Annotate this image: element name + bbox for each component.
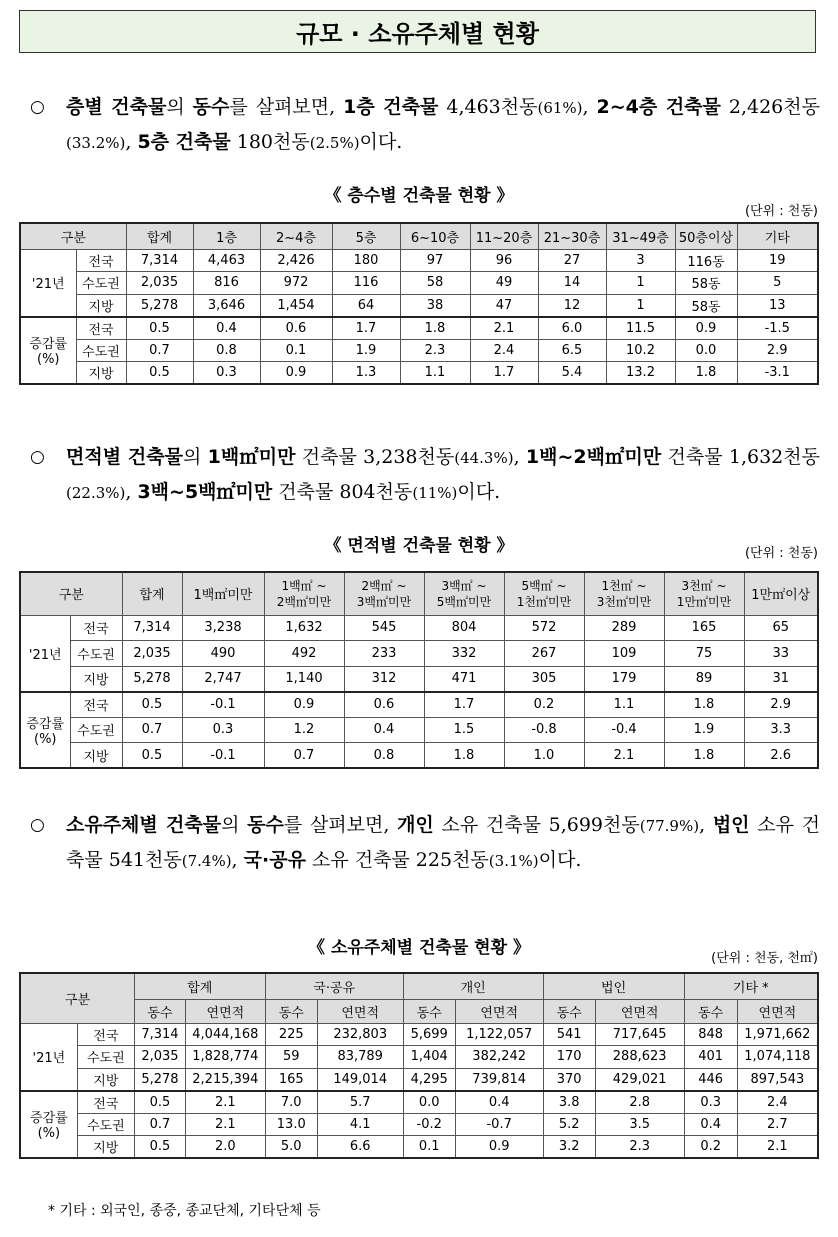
table-cell: 6.5 xyxy=(538,339,606,362)
column-header: 5백㎡ ~ 1천㎡미만 xyxy=(504,572,584,615)
table-2-unit: (단위 : 천동) xyxy=(744,546,818,561)
table-cell: 1.8 xyxy=(675,362,737,385)
table-cell: 7,314 xyxy=(126,249,193,272)
table-cell: 0.7 xyxy=(122,717,182,743)
table-cell: 1,454 xyxy=(260,294,332,317)
column-header: 법인 xyxy=(543,973,684,999)
table-3-caption: 《 소유주체별 건축물 현황 》 xyxy=(308,938,530,958)
region-label: 전국 xyxy=(77,1023,134,1046)
table-row xyxy=(20,249,818,272)
column-header: 합계 xyxy=(122,572,182,615)
table-cell: 0.5 xyxy=(122,692,182,718)
table-cell: 382,242 xyxy=(455,1046,543,1069)
row-group-label: '21년 xyxy=(20,249,76,317)
table-row xyxy=(20,692,818,718)
table-cell: 5.7 xyxy=(317,1091,403,1114)
column-subheader: 연면적 xyxy=(737,999,818,1023)
table-row xyxy=(20,1091,818,1114)
section-1-paragraph xyxy=(30,90,820,160)
table-cell: 1,404 xyxy=(403,1046,455,1069)
region-label: 지방 xyxy=(76,362,126,385)
table-cell: 1.8 xyxy=(424,743,504,769)
table-cell: 0.1 xyxy=(403,1136,455,1159)
table-cell: 305 xyxy=(504,666,584,692)
table-cell: 165 xyxy=(265,1068,317,1091)
table-cell: 0.2 xyxy=(504,692,584,718)
table-row xyxy=(20,294,818,317)
section-3-paragraph xyxy=(30,808,820,878)
table-cell: 312 xyxy=(344,666,424,692)
table-cell: 170 xyxy=(543,1046,595,1069)
table-cell: 13.2 xyxy=(606,362,675,385)
table-cell: 0.7 xyxy=(126,339,193,362)
table-cell: -0.8 xyxy=(504,717,584,743)
table-cell: 1 xyxy=(606,272,675,295)
column-header: 2~4층 xyxy=(260,223,332,249)
table-cell: 1,140 xyxy=(264,666,344,692)
table-cell: 0.5 xyxy=(134,1136,185,1159)
table-cell: 179 xyxy=(584,666,664,692)
column-header: 6~10층 xyxy=(400,223,470,249)
column-subheader: 동수 xyxy=(134,999,185,1023)
table-cell: 2.4 xyxy=(737,1091,818,1114)
table-cell: 2.1 xyxy=(737,1136,818,1159)
region-label: 전국 xyxy=(76,317,126,340)
table-cell: 0.3 xyxy=(182,717,264,743)
table-cell: 2,035 xyxy=(122,641,182,667)
table-cell: 471 xyxy=(424,666,504,692)
floors-table xyxy=(19,222,819,385)
table-cell: 1.7 xyxy=(424,692,504,718)
table-cell: 3 xyxy=(606,249,675,272)
table-cell: 401 xyxy=(684,1046,737,1069)
table-cell: 0.8 xyxy=(344,743,424,769)
table-row xyxy=(20,717,818,743)
table-cell: 1.8 xyxy=(664,692,744,718)
table-cell: 1.2 xyxy=(264,717,344,743)
column-subheader: 연면적 xyxy=(317,999,403,1023)
column-header: 합계 xyxy=(126,223,193,249)
table-cell: 2.1 xyxy=(470,317,538,340)
table-cell: 1,971,662 xyxy=(737,1023,818,1046)
table-cell: 0.8 xyxy=(193,339,260,362)
table-cell: 2,035 xyxy=(126,272,193,295)
table-cell: 59 xyxy=(265,1046,317,1069)
table-cell: 3,238 xyxy=(182,615,264,641)
table-cell: 0.0 xyxy=(403,1091,455,1114)
column-header: 50층이상 xyxy=(675,223,737,249)
column-header: 구분 xyxy=(20,973,134,1023)
table-cell: -3.1 xyxy=(737,362,818,385)
table-cell: 572 xyxy=(504,615,584,641)
table-cell: 13 xyxy=(737,294,818,317)
table-cell: 0.5 xyxy=(126,317,193,340)
table-row xyxy=(20,1113,818,1136)
table-row xyxy=(20,317,818,340)
column-subheader: 동수 xyxy=(684,999,737,1023)
table-cell: 3.3 xyxy=(744,717,818,743)
table-cell: 739,814 xyxy=(455,1068,543,1091)
column-header: 5층 xyxy=(332,223,400,249)
table-row xyxy=(20,362,818,385)
table-cell: 49 xyxy=(470,272,538,295)
table-cell: 5,278 xyxy=(126,294,193,317)
region-label: 전국 xyxy=(76,249,126,272)
table-cell: 1.5 xyxy=(424,717,504,743)
table-cell: 5.4 xyxy=(538,362,606,385)
table-cell: 1.8 xyxy=(400,317,470,340)
table-cell: 27 xyxy=(538,249,606,272)
table-cell: 0.9 xyxy=(260,362,332,385)
region-label: 지방 xyxy=(77,1136,134,1159)
table-cell: 96 xyxy=(470,249,538,272)
table-cell: 897,543 xyxy=(737,1068,818,1091)
region-label: 지방 xyxy=(77,1068,134,1091)
region-label: 지방 xyxy=(70,666,122,692)
table-cell: 10.2 xyxy=(606,339,675,362)
table-cell: 11.5 xyxy=(606,317,675,340)
table-cell: 2.0 xyxy=(186,1136,266,1159)
column-subheader: 연면적 xyxy=(595,999,684,1023)
ownership-table xyxy=(19,972,819,1159)
table-cell: 7,314 xyxy=(122,615,182,641)
table-cell: 1.9 xyxy=(332,339,400,362)
table-cell: 13.0 xyxy=(265,1113,317,1136)
table-cell: 972 xyxy=(260,272,332,295)
section-2-text: 면적별 건축물의 1백㎡미만 건축물 3,238천동(44.3%), 1백~2백㎡미만 건축물 1,632천동(22.3%), 3백~5백㎡미만 건축물 804천동(11%)이다. xyxy=(66,446,820,503)
table-cell: 2.1 xyxy=(186,1091,266,1114)
table-cell: 0.5 xyxy=(126,362,193,385)
table-cell: 0.4 xyxy=(684,1113,737,1136)
table-row xyxy=(20,1068,818,1091)
table-cell: 429,021 xyxy=(595,1068,684,1091)
column-header: 3천㎡ ~ 1만㎡미만 xyxy=(664,572,744,615)
column-subheader: 동수 xyxy=(543,999,595,1023)
table-cell: 2.7 xyxy=(737,1113,818,1136)
table-cell: 0.6 xyxy=(260,317,332,340)
table-cell: 19 xyxy=(737,249,818,272)
region-label: 수도권 xyxy=(77,1046,134,1069)
table-1-unit: (단위 : 천동) xyxy=(744,204,818,219)
table-cell: 4,295 xyxy=(403,1068,455,1091)
column-subheader: 동수 xyxy=(403,999,455,1023)
table-cell: 0.2 xyxy=(684,1136,737,1159)
column-header: 합계 xyxy=(134,973,265,999)
table-cell: 1.7 xyxy=(470,362,538,385)
table-cell: 2,035 xyxy=(134,1046,185,1069)
table-cell: 1.0 xyxy=(504,743,584,769)
column-header: 기타 xyxy=(737,223,818,249)
column-header: 개인 xyxy=(403,973,543,999)
region-label: 전국 xyxy=(70,615,122,641)
table-cell: 1.3 xyxy=(332,362,400,385)
table-cell: 2.1 xyxy=(584,743,664,769)
table-cell: 0.9 xyxy=(264,692,344,718)
column-header: 2백㎡ ~ 3백㎡미만 xyxy=(344,572,424,615)
table-cell: 0.9 xyxy=(455,1136,543,1159)
table-cell: 14 xyxy=(538,272,606,295)
table-cell: -0.7 xyxy=(455,1113,543,1136)
area-table xyxy=(19,571,819,769)
region-label: 수도권 xyxy=(77,1113,134,1136)
table-cell: 0.3 xyxy=(193,362,260,385)
table-cell: 6.6 xyxy=(317,1136,403,1159)
page-title: 규모 · 소유주체별 현황 xyxy=(19,10,816,53)
table-cell: 1,122,057 xyxy=(455,1023,543,1046)
table-cell: 2,747 xyxy=(182,666,264,692)
table-cell: 0.4 xyxy=(455,1091,543,1114)
column-header: 구분 xyxy=(20,572,122,615)
table-cell: 3,646 xyxy=(193,294,260,317)
footnote: * 기타 : 외국인, 종중, 종교단체, 기타단체 등 xyxy=(48,1203,321,1219)
table-cell: 2.9 xyxy=(737,339,818,362)
table-cell: 0.7 xyxy=(264,743,344,769)
row-group-label: 증감률 (%) xyxy=(20,1091,77,1159)
row-group-label: 증감률 (%) xyxy=(20,692,70,769)
table-cell: 0.5 xyxy=(134,1091,185,1114)
table-cell: 5,278 xyxy=(134,1068,185,1091)
table-cell: 1.7 xyxy=(332,317,400,340)
column-header: 구분 xyxy=(20,223,126,249)
table-cell: 2.6 xyxy=(744,743,818,769)
table-cell: 0.1 xyxy=(260,339,332,362)
table-cell: 65 xyxy=(744,615,818,641)
region-label: 전국 xyxy=(70,692,122,718)
table-row xyxy=(20,743,818,769)
table-cell: 2.9 xyxy=(744,692,818,718)
table-cell: 545 xyxy=(344,615,424,641)
bullet-icon: ○ xyxy=(30,97,45,117)
table-cell: -0.1 xyxy=(182,692,264,718)
column-header: 11~20층 xyxy=(470,223,538,249)
table-cell: 165 xyxy=(664,615,744,641)
column-subheader: 연면적 xyxy=(455,999,543,1023)
table-cell: 1,074,118 xyxy=(737,1046,818,1069)
table-cell: 5 xyxy=(737,272,818,295)
section-2-paragraph xyxy=(30,440,820,510)
table-cell: 232,803 xyxy=(317,1023,403,1046)
table-cell: 0.9 xyxy=(675,317,737,340)
table-cell: 0.0 xyxy=(675,339,737,362)
table-row xyxy=(20,1046,818,1069)
table-cell: 47 xyxy=(470,294,538,317)
table-cell: 7.0 xyxy=(265,1091,317,1114)
table-row xyxy=(20,666,818,692)
column-header: 1층 xyxy=(193,223,260,249)
table-cell: 12 xyxy=(538,294,606,317)
table-cell: 370 xyxy=(543,1068,595,1091)
table-cell: 58 xyxy=(400,272,470,295)
table-cell: 149,014 xyxy=(317,1068,403,1091)
table-cell: 2,215,394 xyxy=(186,1068,266,1091)
table-cell: 4.1 xyxy=(317,1113,403,1136)
table-cell: 3.5 xyxy=(595,1113,684,1136)
table-cell: 97 xyxy=(400,249,470,272)
column-header: 3백㎡ ~ 5백㎡미만 xyxy=(424,572,504,615)
table-cell: 64 xyxy=(332,294,400,317)
table-cell: 2.1 xyxy=(186,1113,266,1136)
column-header: 31~49층 xyxy=(606,223,675,249)
column-header: 1백㎡미만 xyxy=(182,572,264,615)
table-cell: 0.7 xyxy=(134,1113,185,1136)
table-cell: 83,789 xyxy=(317,1046,403,1069)
table-cell: 1 xyxy=(606,294,675,317)
table-cell: 848 xyxy=(684,1023,737,1046)
table-cell: 2.3 xyxy=(595,1136,684,1159)
table-cell: -0.1 xyxy=(182,743,264,769)
table-cell: 446 xyxy=(684,1068,737,1091)
table-cell: -0.4 xyxy=(584,717,664,743)
table-cell: 490 xyxy=(182,641,264,667)
row-group-label: '21년 xyxy=(20,615,70,692)
table-cell: 180 xyxy=(332,249,400,272)
table-row xyxy=(20,272,818,295)
column-subheader: 동수 xyxy=(265,999,317,1023)
column-header: 기타 * xyxy=(684,973,818,999)
table-cell: 4,044,168 xyxy=(186,1023,266,1046)
table-cell: 116 xyxy=(332,272,400,295)
column-header: 21~30층 xyxy=(538,223,606,249)
table-row xyxy=(20,339,818,362)
table-cell: 3.8 xyxy=(543,1091,595,1114)
column-header: 1백㎡ ~ 2백㎡미만 xyxy=(264,572,344,615)
table-cell: 5.2 xyxy=(543,1113,595,1136)
table-cell: -1.5 xyxy=(737,317,818,340)
table-cell: -0.2 xyxy=(403,1113,455,1136)
region-label: 수도권 xyxy=(76,272,126,295)
table-row xyxy=(20,615,818,641)
table-row xyxy=(20,1023,818,1046)
table-cell: 3.2 xyxy=(543,1136,595,1159)
table-cell: 1.1 xyxy=(400,362,470,385)
table-cell: 1.1 xyxy=(584,692,664,718)
table-cell: 332 xyxy=(424,641,504,667)
table-cell: 5.0 xyxy=(265,1136,317,1159)
row-group-label: '21년 xyxy=(20,1023,77,1091)
section-1-text: 층별 건축물의 동수를 살펴보면, 1층 건축물 4,463천동(61%), 2~4층 건축물 2,426천동(33.2%), 5층 건축물 180천동(2.5%)이다. xyxy=(66,96,820,153)
column-header: 1천㎡ ~ 3천㎡미만 xyxy=(584,572,664,615)
table-2-caption: 《 면적별 건축물 현황 》 xyxy=(324,536,514,556)
region-label: 수도권 xyxy=(70,641,122,667)
table-cell: 31 xyxy=(744,666,818,692)
table-cell: 116동 xyxy=(675,249,737,272)
table-cell: 5,278 xyxy=(122,666,182,692)
column-header: 국·공유 xyxy=(265,973,403,999)
table-cell: 233 xyxy=(344,641,424,667)
table-3-unit: (단위 : 천동, 천㎡) xyxy=(711,951,818,966)
column-subheader: 연면적 xyxy=(186,999,266,1023)
table-cell: 717,645 xyxy=(595,1023,684,1046)
section-3-text: 소유주체별 건축물의 동수를 살펴보면, 개인 소유 건축물 5,699천동(77.9%), 법인 소유 건축물 541천동(7.4%), 국·공유 소유 건축물 225천동(3.1%)이다. xyxy=(66,814,820,871)
table-cell: 109 xyxy=(584,641,664,667)
table-cell: 1.8 xyxy=(664,743,744,769)
table-cell: 0.4 xyxy=(193,317,260,340)
region-label: 전국 xyxy=(77,1091,134,1114)
table-1-caption: 《 층수별 건축물 현황 》 xyxy=(324,186,514,206)
table-cell: 6.0 xyxy=(538,317,606,340)
table-cell: 1.9 xyxy=(664,717,744,743)
table-cell: 75 xyxy=(664,641,744,667)
table-cell: 2.4 xyxy=(470,339,538,362)
table-cell: 38 xyxy=(400,294,470,317)
table-cell: 0.4 xyxy=(344,717,424,743)
table-cell: 33 xyxy=(744,641,818,667)
column-header: 1만㎡이상 xyxy=(744,572,818,615)
region-label: 수도권 xyxy=(76,339,126,362)
table-cell: 58동 xyxy=(675,272,737,295)
table-cell: 0.3 xyxy=(684,1091,737,1114)
table-cell: 0.6 xyxy=(344,692,424,718)
table-cell: 2.3 xyxy=(400,339,470,362)
table-cell: 2,426 xyxy=(260,249,332,272)
table-cell: 541 xyxy=(543,1023,595,1046)
row-group-label: 증감률 (%) xyxy=(20,317,76,385)
table-cell: 4,463 xyxy=(193,249,260,272)
table-cell: 2.8 xyxy=(595,1091,684,1114)
table-cell: 58동 xyxy=(675,294,737,317)
table-cell: 289 xyxy=(584,615,664,641)
region-label: 지방 xyxy=(76,294,126,317)
region-label: 지방 xyxy=(70,743,122,769)
table-cell: 804 xyxy=(424,615,504,641)
table-cell: 7,314 xyxy=(134,1023,185,1046)
table-cell: 288,623 xyxy=(595,1046,684,1069)
bullet-icon: ○ xyxy=(30,815,45,835)
table-cell: 0.5 xyxy=(122,743,182,769)
table-row xyxy=(20,1136,818,1159)
table-cell: 267 xyxy=(504,641,584,667)
table-row xyxy=(20,641,818,667)
table-cell: 225 xyxy=(265,1023,317,1046)
table-cell: 89 xyxy=(664,666,744,692)
table-cell: 816 xyxy=(193,272,260,295)
table-cell: 1,828,774 xyxy=(186,1046,266,1069)
bullet-icon: ○ xyxy=(30,447,45,467)
table-cell: 492 xyxy=(264,641,344,667)
table-cell: 5,699 xyxy=(403,1023,455,1046)
table-cell: 1,632 xyxy=(264,615,344,641)
region-label: 수도권 xyxy=(70,717,122,743)
